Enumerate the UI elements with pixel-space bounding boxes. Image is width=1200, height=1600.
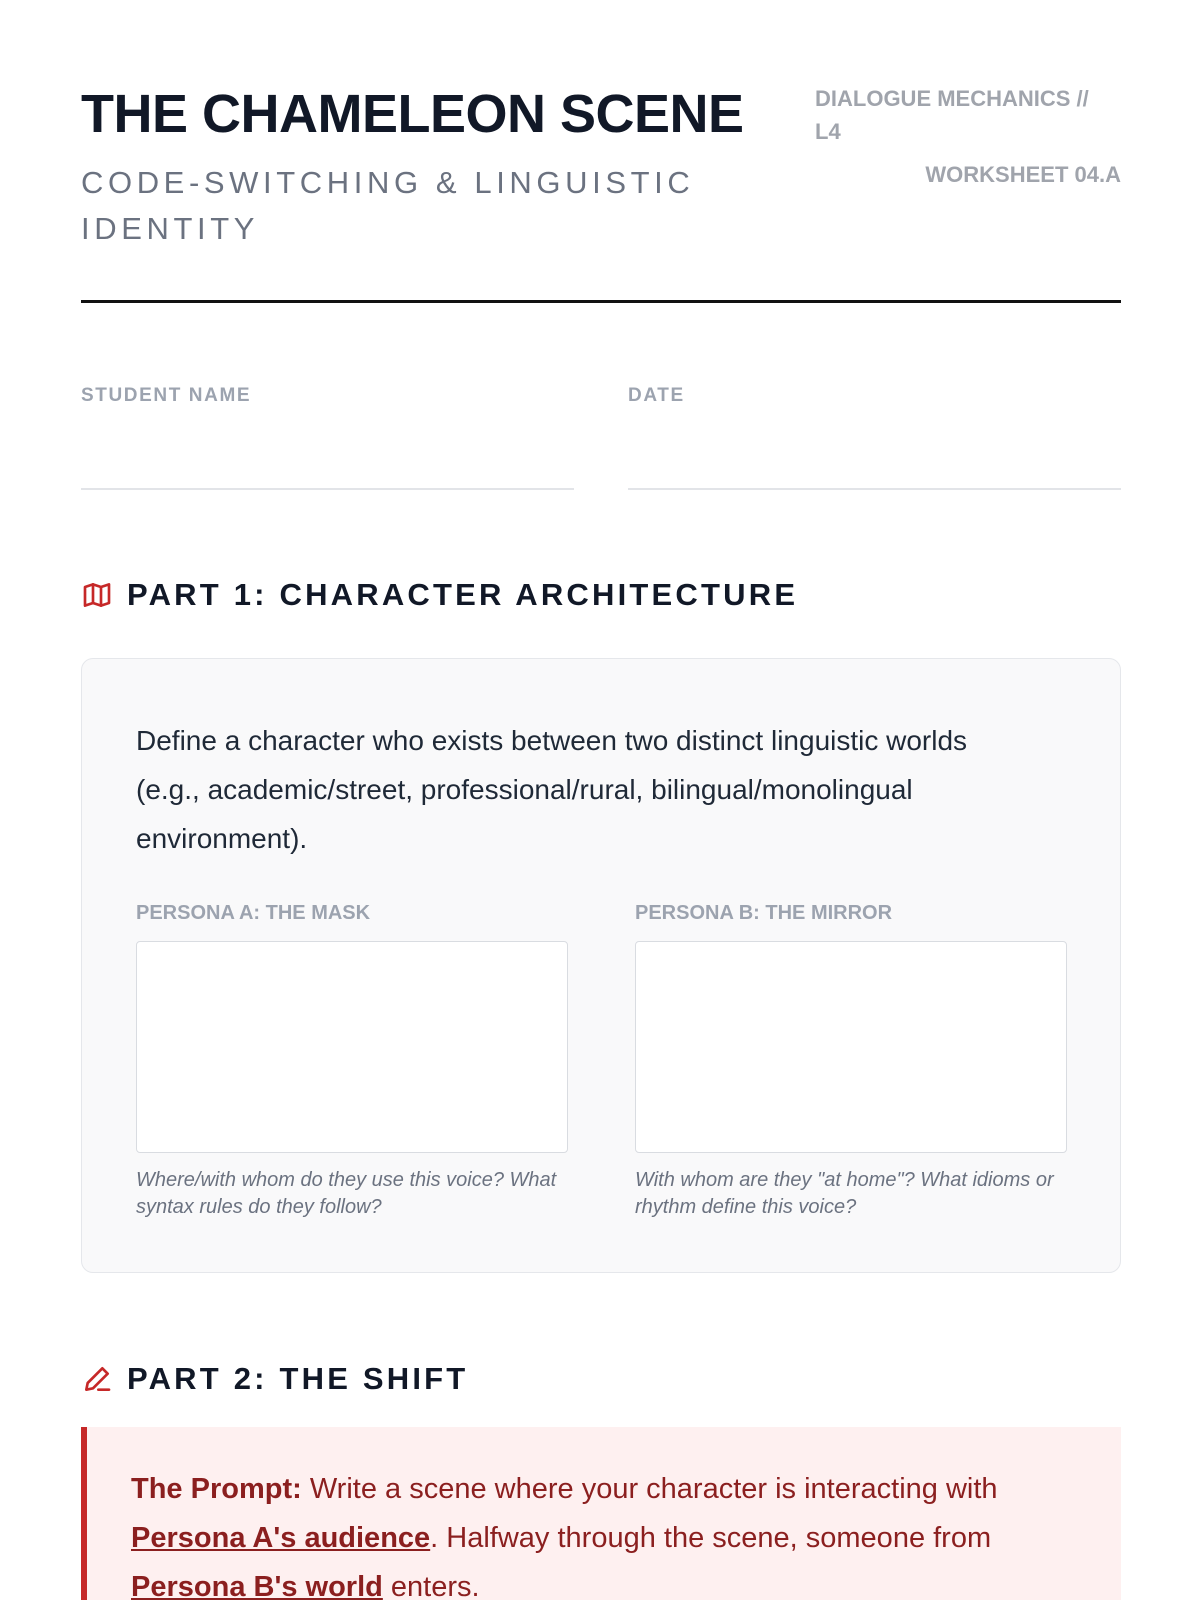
page-title: THE CHAMELEON SCENE xyxy=(81,84,744,144)
part1-title: PART 1: CHARACTER ARCHITECTURE xyxy=(127,577,799,612)
student-name-field[interactable] xyxy=(81,384,574,408)
persona-b-hint: With whom are they "at home"? What idioms or rhythm define this voice? xyxy=(635,1169,1054,1218)
date-line[interactable] xyxy=(628,488,1121,490)
student-name-line[interactable] xyxy=(81,488,574,490)
date-label: DATE xyxy=(628,385,685,406)
writing-prompt xyxy=(81,1427,1121,1600)
page-subtitle: CODE-SWITCHING & LINGUISTIC IDENTITY xyxy=(81,165,695,246)
persona-b-label: PERSONA B: THE MIRROR xyxy=(635,902,893,924)
prompt-text xyxy=(131,1465,1091,1600)
persona-b-world-link: Persona B's world xyxy=(131,1571,383,1600)
course-label: DIALOGUE MECHANICS // L4 xyxy=(815,86,1089,144)
prompt-text-1: Write a scene where your character is interacting with xyxy=(301,1473,998,1505)
worksheet-header xyxy=(81,82,1121,252)
character-architecture-card xyxy=(81,658,1121,1273)
persona-a-label: PERSONA A: THE MASK xyxy=(136,902,371,924)
prompt-text-3: enters. xyxy=(382,1571,480,1600)
header-divider xyxy=(81,300,1121,303)
persona-b xyxy=(635,899,1067,1221)
persona-a-audience-link: Persona A's audience xyxy=(131,1522,431,1554)
worksheet-number: WORKSHEET 04.A xyxy=(925,162,1121,187)
part2-title: PART 2: THE SHIFT xyxy=(127,1361,469,1396)
map-icon xyxy=(81,579,113,611)
date-field[interactable] xyxy=(628,384,1121,408)
persona-b-input[interactable] xyxy=(635,941,1067,1153)
pen-icon xyxy=(81,1363,113,1395)
part2-heading xyxy=(81,1361,468,1397)
prompt-label: The Prompt: xyxy=(131,1473,302,1505)
part1-instructions: Define a character who exists between two distinct linguistic worlds (e.g., academic/street, professional/rural, bilingual/monolingual environment). xyxy=(136,725,968,854)
prompt-text-2: . Halfway through the scene, someone from xyxy=(430,1522,992,1554)
student-name-label: STUDENT NAME xyxy=(81,385,252,406)
persona-a xyxy=(136,899,568,1221)
persona-a-input[interactable] xyxy=(136,941,568,1153)
persona-a-hint: Where/with whom do they use this voice? What syntax rules do they follow? xyxy=(136,1169,557,1218)
part1-heading xyxy=(81,577,798,613)
